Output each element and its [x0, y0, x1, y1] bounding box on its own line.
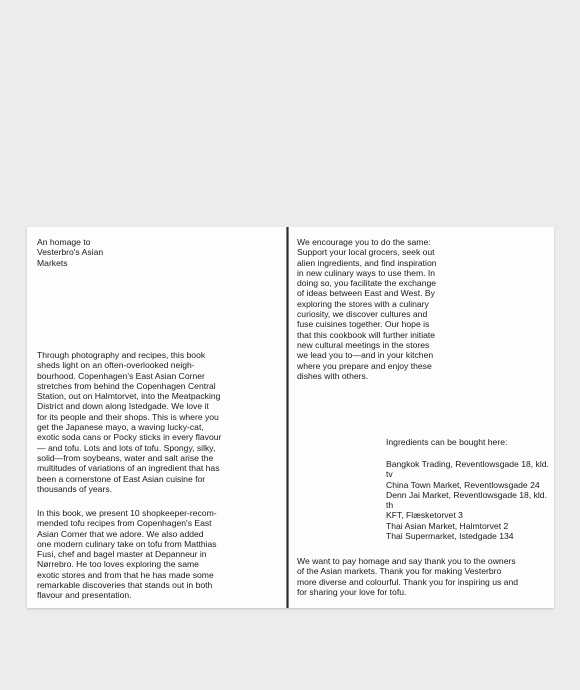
page-heading: An homage to Vesterbro's Asian Markets: [37, 237, 104, 268]
closing-paragraph: We want to pay homage and say thank you to the owners of the Asian markets. Thank you for making Vesterbro more diverse and colourful. Thank you for inspiring us and for sharing your love for tofu.: [297, 556, 519, 597]
right-page: [289, 227, 554, 608]
recipes-paragraph: In this book, we present 10 shopkeeper-recom- mended tofu recipes from Copenhagen's East Asian Corner that we adore. We also added one modern culinary take on tofu from Matthias Fusi, chef and bagel master at Depanneur in Nørrebro. He too loves exploring the same exotic stores and from that he has made some remarkable discoveries that stands out in both flavour and presentation.: [37, 508, 217, 601]
left-page: [27, 227, 288, 608]
intro-paragraph: Through photography and recipes, this book sheds light on an often-overlooked neigh- bourhood. Copenhagen's East Asian Corner stretches from behind the Copenhagen Central Station, out on Halmtorvet, into the Meatpacking District and down along Istedgade. We love it for its people and their shops. This is where you get the Japanese mayo, a waving lucky-cat, exotic soda cans or Pocky sticks in every flavour — and tofu. Lots and lots of tofu. Spongy, silky, solid—from soybeans, water and salt arise the multitudes of variations of an ingredient that has been a cornerstone of East Asian cuisine for thousands of years.: [37, 350, 222, 494]
ingredients-heading: Ingredients can be bought here:: [386, 437, 508, 447]
encourage-paragraph: We encourage you to do the same: Support your local grocers, seek out alien ingredients, and find inspiration in new culinary ways to use them. In doing so, you facilitate the exchange of ideas between East and West. By exploring the stores with a culinary curiosity, we discover cultures and fuse cuisines together. Our hope is that this cookbook will further initiate new cultural meetings in the stores we lead you to—and in your kitchen where you prepare and enjoy these dishes with others.: [297, 237, 437, 381]
store-list: Bangkok Trading, Reventlowsgade 18, kld. tv China Town Market, Reventlowsgade 24 Denn Jai Market, Reventlowsgade 18, kld. th KFT, Flæsketorvet 3 Thai Asian Market, Halmtorvet 2 Thai Supermarket, Istedgade 134: [386, 459, 549, 542]
book-spread: [27, 227, 554, 608]
